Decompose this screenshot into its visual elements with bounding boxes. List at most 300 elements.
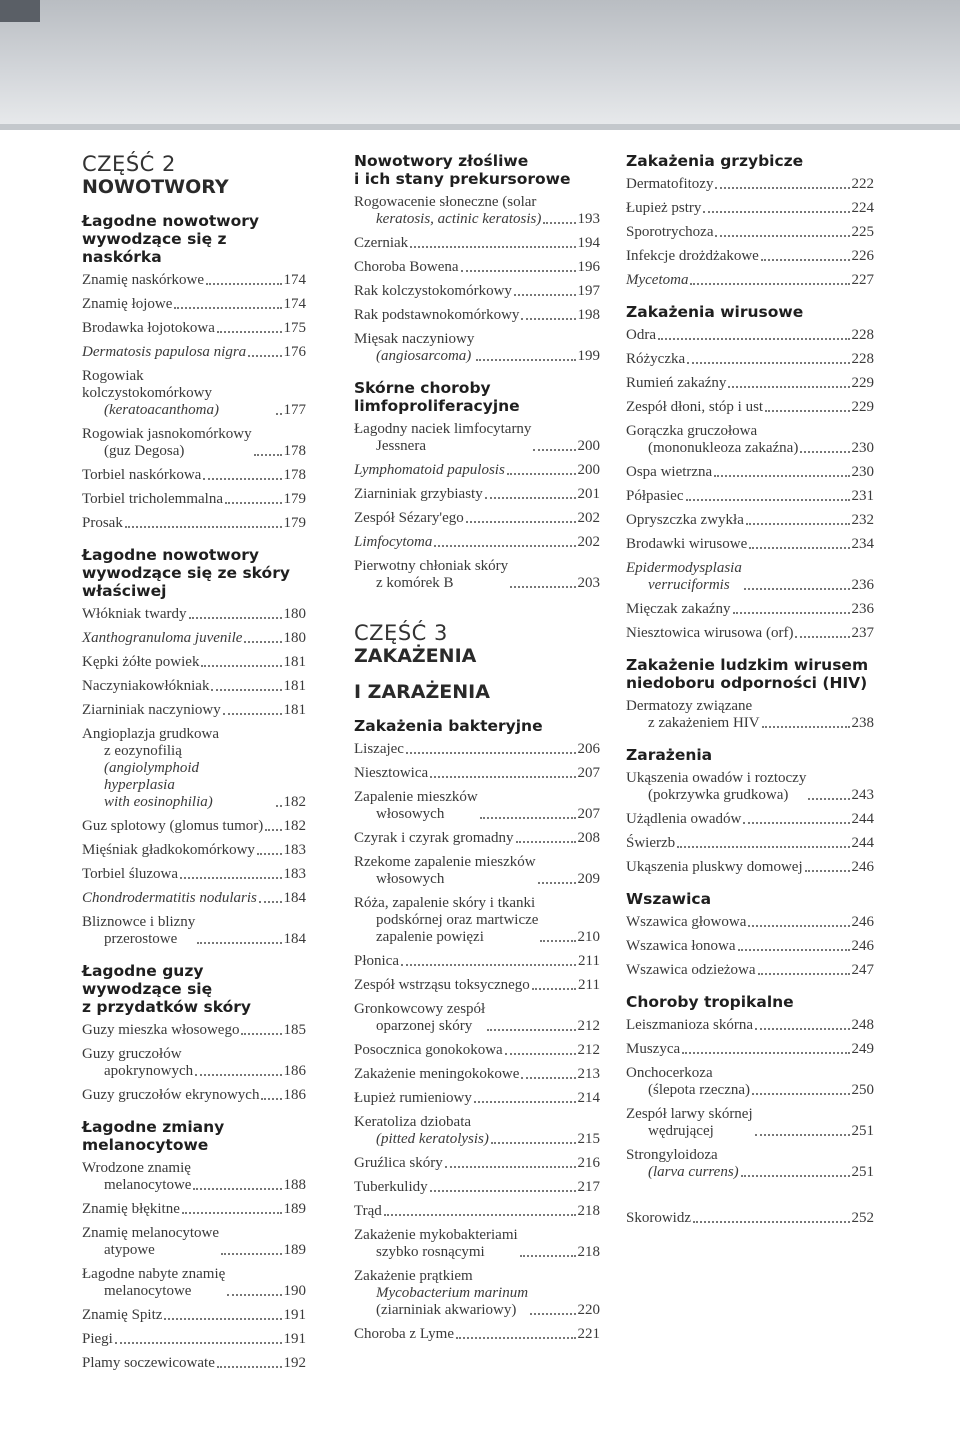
toc-entry[interactable] (626, 1210, 874, 1227)
page-number: 251 (851, 1164, 874, 1180)
entry-label-line: Wrodzone znamię (82, 1160, 191, 1176)
entry-label-line: Świerzb (626, 835, 676, 851)
entry-label (626, 1210, 691, 1227)
toc-entry[interactable] (626, 272, 874, 289)
toc-entry[interactable] (354, 1179, 600, 1196)
dot-leader (401, 964, 576, 966)
dot-leader (221, 1253, 281, 1255)
entry-label (82, 296, 172, 313)
entry-label-line: Mięczak zakaźny (626, 601, 731, 617)
entry-label-line: Rak podstawnokomórkowy (354, 307, 520, 323)
entry-label-line: Czerniak (354, 235, 409, 251)
dot-leader (690, 283, 849, 285)
dot-leader (406, 752, 576, 754)
entry-label (626, 601, 731, 618)
dot-leader (738, 949, 850, 951)
dot-leader (430, 776, 575, 778)
entry-label (626, 1041, 680, 1058)
page-number: 230 (851, 440, 874, 456)
page-number: 200 (577, 462, 600, 478)
entry-label (626, 811, 741, 828)
section-title-line: Łagodne guzy (82, 962, 204, 980)
entry-label-line: Choroba Bowena (354, 259, 459, 275)
toc-entry[interactable] (626, 351, 874, 368)
page-number: 200 (577, 438, 600, 454)
dot-leader (808, 798, 849, 800)
toc-entry[interactable] (354, 1042, 600, 1059)
dot-leader (189, 617, 282, 619)
toc-entry[interactable] (626, 200, 874, 217)
toc-column-1 (82, 152, 306, 1379)
entry-label-line: (larva currens) (648, 1164, 739, 1180)
toc-entry[interactable] (626, 1147, 874, 1181)
toc-entry[interactable] (626, 914, 874, 931)
page-number: 212 (577, 1042, 600, 1058)
section-title-line: Zakażenie ludzkim wirusem (626, 656, 869, 674)
toc-entry[interactable] (626, 224, 874, 241)
toc-entry[interactable] (354, 421, 600, 455)
page-number: 181 (283, 678, 306, 694)
entry-label-line: Skorowidz (626, 1210, 691, 1226)
entry-label-line: z komórek B (376, 575, 454, 591)
entry-label (354, 1179, 428, 1196)
entry-label-line: Opryszczka zwykła (626, 512, 744, 528)
dot-leader (505, 1053, 576, 1055)
section-title-line: Łagodne zmiany (82, 1118, 225, 1136)
entry-label (626, 625, 793, 642)
page-number: 180 (283, 606, 306, 622)
dot-leader (733, 612, 850, 614)
toc-entry[interactable] (626, 488, 874, 505)
toc-entry[interactable] (626, 835, 874, 852)
toc-entry[interactable] (82, 1266, 306, 1300)
toc-entry[interactable] (626, 1106, 874, 1140)
toc-entry[interactable] (354, 534, 600, 551)
entry-label-line: melanocytowe (104, 1283, 192, 1299)
page-number: 243 (851, 787, 874, 803)
entry-label (354, 283, 512, 300)
page-number: 196 (577, 259, 600, 275)
entry-label (354, 421, 531, 455)
toc-entry[interactable] (354, 486, 600, 503)
toc-entry[interactable] (354, 235, 600, 252)
entry-label (354, 1268, 528, 1319)
toc-entry[interactable] (626, 423, 874, 457)
toc-entry[interactable] (354, 1326, 600, 1343)
toc-column-2 (354, 152, 600, 1350)
entry-label-line: Angioplazja grudkowa (82, 726, 220, 742)
dot-leader (193, 1188, 281, 1190)
entry-label-line: Półpasiec (626, 488, 684, 504)
page-number: 237 (851, 625, 874, 641)
entry-label-line: Muszyca (626, 1041, 681, 1057)
toc-entry[interactable] (626, 938, 874, 955)
section-title-line: i ich stany prekursorowe (354, 170, 571, 188)
dot-leader (211, 689, 281, 691)
part-label: CZĘŚĆ 3 (354, 621, 448, 645)
entry-label (354, 1090, 472, 1107)
entry-label-line: apokrynowych (104, 1063, 194, 1079)
entry-label (626, 423, 798, 457)
toc-entry[interactable] (626, 698, 874, 732)
dot-leader (532, 988, 576, 990)
entry-label (354, 194, 541, 228)
toc-entry[interactable] (626, 1041, 874, 1058)
page-number: 246 (851, 914, 874, 930)
toc-entry[interactable] (82, 320, 306, 337)
entry-label-line: Pierwotny chłoniak skóry (354, 558, 509, 574)
page-number: 203 (577, 575, 600, 591)
toc-entry[interactable] (82, 702, 306, 719)
dot-leader (261, 1098, 281, 1100)
page-number: 224 (851, 200, 874, 216)
toc-entry[interactable] (354, 1155, 600, 1172)
page-number: 208 (577, 830, 600, 846)
page-number: 189 (283, 1201, 306, 1217)
entry-label (354, 1001, 485, 1035)
toc-entry[interactable] (82, 515, 306, 532)
entry-label-line: Odra (626, 327, 656, 343)
toc-entry[interactable] (82, 890, 306, 907)
entry-label (626, 351, 685, 368)
toc-entry[interactable] (82, 866, 306, 883)
dot-leader (241, 1033, 281, 1035)
toc-entry[interactable] (82, 467, 306, 484)
section-title (354, 717, 600, 735)
toc-entry[interactable] (354, 953, 600, 970)
dot-leader (805, 870, 850, 872)
entry-label (354, 789, 478, 823)
entry-label-line: Epidermodysplasia (626, 560, 742, 576)
entry-label (354, 765, 428, 782)
entry-label-line: Zespół Sézary'ego (354, 510, 464, 526)
entry-label-line: Keratoliza dziobata (354, 1114, 472, 1130)
entry-label (626, 962, 756, 979)
entry-label (354, 1326, 454, 1343)
toc-entry[interactable] (82, 491, 306, 508)
section-title-line: wywodzące się (82, 980, 213, 998)
dot-leader (682, 1052, 849, 1054)
toc-entry[interactable] (626, 512, 874, 529)
toc-entry[interactable] (354, 307, 600, 324)
page-number: 246 (851, 859, 874, 875)
entry-label-line: (keratoacanthoma) (104, 402, 219, 418)
toc-entry[interactable] (82, 1046, 306, 1080)
dot-leader (227, 1294, 281, 1296)
toc-entry[interactable] (82, 296, 306, 313)
page-number: 213 (577, 1066, 600, 1082)
toc-entry[interactable] (626, 811, 874, 828)
entry-label-line: Rogowacenie słoneczne (solar (354, 194, 537, 210)
scan-header-band (0, 0, 960, 130)
page-number: 201 (577, 486, 600, 502)
toc-entry[interactable] (82, 1160, 306, 1194)
toc-entry[interactable] (626, 1017, 874, 1034)
dot-leader (430, 1190, 576, 1192)
entry-label-line: Brodawka łojotokowa (82, 320, 215, 336)
page-number: 231 (851, 488, 874, 504)
toc-entry[interactable] (354, 331, 600, 365)
toc-entry[interactable] (82, 344, 306, 361)
entry-label-line: Guz splotowy (glomus tumor) (82, 818, 264, 834)
entry-label (626, 859, 803, 876)
entry-label-line: Znamię łojowe (82, 296, 173, 312)
toc-entry[interactable] (354, 789, 600, 823)
page-number: 218 (577, 1203, 600, 1219)
toc-entry[interactable] (354, 765, 600, 782)
entry-label (82, 1087, 259, 1104)
dot-leader (248, 355, 281, 357)
dot-leader (480, 817, 576, 819)
section-title-line: Łagodne nowotwory (82, 212, 259, 230)
section-title (82, 546, 306, 600)
entry-label-line: (pokrzywka grudkowa) (648, 787, 789, 803)
section-title-line: Łagodne nowotwory (82, 546, 259, 564)
page-number: 251 (851, 1123, 874, 1139)
dot-leader (201, 665, 281, 667)
toc-entry[interactable] (82, 368, 306, 419)
dot-leader (677, 846, 849, 848)
dot-leader (206, 283, 281, 285)
page-number: 207 (577, 765, 600, 781)
toc-entry[interactable] (354, 283, 600, 300)
dot-leader (748, 925, 849, 927)
part-title: I ZARAŻENIA (354, 681, 490, 703)
entry-label (354, 259, 459, 276)
entry-label-line: (ziarniniak akwariowy) (376, 1302, 517, 1318)
page-number: 202 (577, 534, 600, 550)
dot-leader (744, 588, 850, 590)
toc-entry[interactable] (82, 1201, 306, 1218)
toc-entry[interactable] (354, 977, 600, 994)
dot-leader (225, 502, 282, 504)
dot-leader (217, 331, 282, 333)
page-number: 176 (283, 344, 306, 360)
dot-leader (197, 942, 281, 944)
entry-label (82, 866, 178, 883)
entry-label (82, 467, 201, 484)
toc-entry[interactable] (626, 248, 874, 265)
toc-entry[interactable] (626, 375, 874, 392)
toc-entry[interactable] (82, 426, 306, 460)
entry-label (82, 1331, 113, 1348)
entry-label-line: z zakażeniem HIV (648, 715, 760, 731)
toc-entry[interactable] (354, 194, 600, 228)
entry-label-line: wędrującej (648, 1123, 714, 1139)
entry-label (354, 1114, 489, 1148)
entry-label-line: Bliznowce i blizny (82, 914, 196, 930)
entry-label (82, 1355, 215, 1372)
toc-entry[interactable] (354, 1090, 600, 1107)
page-number: 186 (283, 1063, 306, 1079)
entry-label (626, 224, 713, 241)
entry-label (626, 536, 747, 553)
dot-leader (521, 1077, 575, 1079)
dot-leader (752, 1093, 849, 1095)
toc-entry[interactable] (82, 1355, 306, 1372)
toc-entry[interactable] (82, 1307, 306, 1324)
toc-entry[interactable] (626, 327, 874, 344)
entry-label (626, 560, 742, 594)
toc-entry[interactable] (354, 510, 600, 527)
entry-label (354, 895, 538, 946)
section-title-line: Zakażenia bakteryjne (354, 717, 543, 735)
toc-entry[interactable] (354, 259, 600, 276)
entry-label-line: Zakażenie mykobakteriami (354, 1227, 518, 1243)
page-number: 227 (851, 272, 874, 288)
dot-leader (182, 1212, 282, 1214)
section-title-line: z przydatków skóry (82, 998, 252, 1016)
dot-leader (217, 1366, 282, 1368)
toc-entry[interactable] (354, 741, 600, 758)
entry-label (626, 272, 688, 289)
entry-label-line: Ukąszenia owadów i roztoczy (626, 770, 807, 786)
entry-label-line: Łagodne nabyte znamię (82, 1266, 226, 1282)
toc-entry[interactable] (354, 830, 600, 847)
toc-entry[interactable] (82, 1225, 306, 1259)
entry-label (82, 702, 221, 719)
page-number: 232 (851, 512, 874, 528)
toc-entry[interactable] (82, 654, 306, 671)
dot-leader (491, 1142, 576, 1144)
entry-label (354, 307, 519, 324)
entry-label-line: Znamię Spitz (82, 1307, 163, 1323)
toc-entry[interactable] (626, 859, 874, 876)
entry-label-line: melanocytowe (104, 1177, 192, 1193)
entry-label-line: Sporotrychoza (626, 224, 714, 240)
entry-label-line: Liszajec (354, 741, 404, 757)
entry-label-line: Jessnera (376, 438, 426, 454)
toc-entry[interactable] (354, 462, 600, 479)
entry-label-line: Rumień zakaźny (626, 375, 727, 391)
toc-entry[interactable] (82, 1022, 306, 1039)
section-title (82, 1118, 306, 1154)
entry-label-line: oparzonej skóry (376, 1018, 473, 1034)
section-title-line: właściwej (82, 582, 167, 600)
toc-entry[interactable] (626, 536, 874, 553)
toc-entry[interactable] (354, 1268, 600, 1319)
entry-label (354, 953, 399, 970)
page-number: 221 (577, 1326, 600, 1342)
entry-label (354, 1155, 443, 1172)
entry-label (354, 510, 464, 527)
entry-label-line: Mycetoma (626, 272, 689, 288)
toc-entry[interactable] (626, 1065, 874, 1099)
toc-entry[interactable] (354, 1203, 600, 1220)
entry-label-line: Rogowiak jasnokomórkowy (82, 426, 252, 442)
page-number: 228 (851, 351, 874, 367)
toc-entry[interactable] (626, 962, 874, 979)
entry-label-line: Mięsak naczyniowy (354, 331, 475, 347)
toc-entry[interactable] (354, 854, 600, 888)
entry-label-line: (angiolymphoid hyperplasia (104, 760, 199, 793)
entry-label (354, 854, 536, 888)
entry-label (82, 842, 255, 859)
toc-entry[interactable] (82, 678, 306, 695)
entry-label-line: Dermatozy związane (626, 698, 753, 714)
entry-label-line: Róża, zapalenie skóry i tkanki (354, 895, 536, 911)
toc-entry[interactable] (626, 601, 874, 618)
toc-entry[interactable] (82, 914, 306, 948)
section-title-line: Skórne choroby (354, 379, 491, 397)
entry-label (626, 200, 701, 217)
entry-label-line: atypowe (104, 1242, 155, 1258)
entry-label-line: Rzekome zapalenie mieszków (354, 854, 536, 870)
dot-leader (485, 497, 576, 499)
entry-label-line: Łupież pstry (626, 200, 702, 216)
part-title: NOWOTWORY (82, 176, 229, 198)
toc-entry[interactable] (354, 558, 600, 592)
dot-leader (743, 822, 849, 824)
scan-edge (0, 124, 960, 130)
index-spacer (626, 1188, 874, 1210)
toc-entry[interactable] (82, 272, 306, 289)
dot-leader (507, 473, 576, 475)
toc-entry[interactable] (626, 560, 874, 594)
entry-label (82, 1201, 180, 1218)
entry-label (626, 1147, 739, 1181)
toc-entry[interactable] (82, 818, 306, 835)
dot-leader (728, 386, 849, 388)
entry-label-line: Ukąszenia pluskwy domowej (626, 859, 803, 875)
toc-entry[interactable] (354, 1227, 600, 1261)
entry-label-line: (pitted keratolysis) (376, 1131, 489, 1147)
toc-entry[interactable] (82, 726, 306, 811)
toc-entry[interactable] (82, 842, 306, 859)
section-title (82, 962, 306, 1016)
entry-label-line: Zespół dłoni, stóp i ust (626, 399, 764, 415)
toc-entry[interactable] (354, 1114, 600, 1148)
toc-entry[interactable] (354, 1001, 600, 1035)
entry-label-line: Gruźlica skóry (354, 1155, 443, 1171)
entry-label (626, 176, 713, 193)
toc-entry[interactable] (626, 625, 874, 642)
dot-leader (244, 641, 281, 643)
part-label: CZĘŚĆ 2 (82, 152, 176, 176)
entry-label-line: Ziarniniak naczyniowy (82, 702, 221, 718)
toc-entry[interactable] (354, 1066, 600, 1083)
entry-label-line: Różyczka (626, 351, 686, 367)
toc-entry[interactable] (82, 1087, 306, 1104)
section-title-line: Nowotwory złośliwe (354, 152, 529, 170)
page-number: 214 (577, 1090, 600, 1106)
part-spacer (354, 599, 600, 621)
page-number: 206 (577, 741, 600, 757)
toc-entry[interactable] (82, 606, 306, 623)
entry-label-line: włosowych (376, 871, 445, 887)
page-number: 207 (577, 806, 600, 822)
toc-entry[interactable] (626, 770, 874, 804)
toc-entry[interactable] (626, 399, 874, 416)
toc-entry[interactable] (354, 895, 600, 946)
entry-label-line: Naczyniakowłókniak (82, 678, 210, 694)
toc-entry[interactable] (626, 176, 874, 193)
entry-label (354, 977, 530, 994)
entry-label (626, 248, 759, 265)
page-number: 181 (283, 654, 306, 670)
dot-leader (533, 449, 575, 451)
entry-label (354, 1042, 503, 1059)
page-number: 184 (283, 931, 306, 947)
toc-entry[interactable] (626, 464, 874, 481)
dot-leader (276, 805, 282, 807)
page-number: 252 (851, 1210, 874, 1226)
entry-label-line: Dermatofitozy (626, 176, 714, 192)
toc-entry[interactable] (82, 1331, 306, 1348)
toc-entry[interactable] (82, 630, 306, 647)
page-number: 238 (851, 715, 874, 731)
dot-leader (115, 1342, 282, 1344)
